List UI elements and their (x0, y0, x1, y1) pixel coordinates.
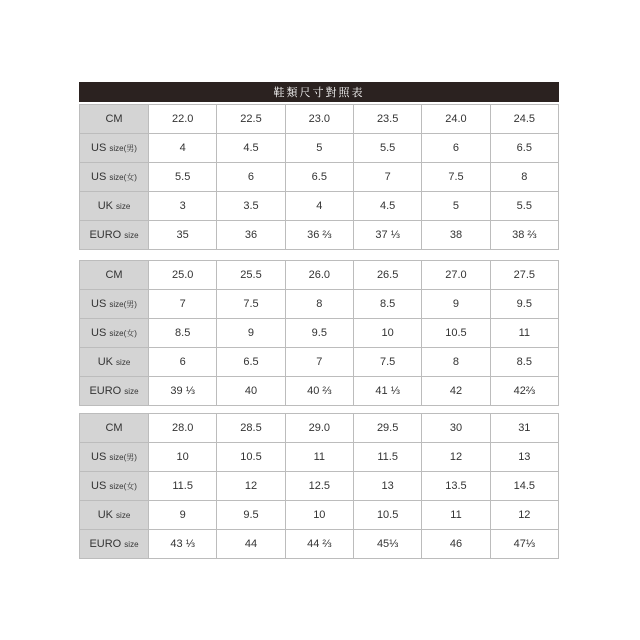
table-row-euro (80, 530, 559, 559)
row-label-main: UK (97, 200, 117, 212)
cell: 44 ⅔ (285, 530, 353, 559)
table-row-cm (80, 414, 559, 443)
row-label-us-men (80, 134, 149, 163)
cell: 26.5 (353, 261, 421, 290)
size-table-3 (79, 413, 559, 559)
cell: 9 (217, 319, 285, 348)
row-label-euro (80, 530, 149, 559)
cell: 8.5 (490, 348, 558, 377)
cell: 22.5 (217, 105, 285, 134)
table-row-us-women (80, 319, 559, 348)
row-label-sub: size (124, 387, 139, 396)
cell: 6 (217, 163, 285, 192)
cell: 22.0 (149, 105, 217, 134)
cell: 29.0 (285, 414, 353, 443)
cell: 39 ⅓ (149, 377, 217, 406)
cell: 14.5 (490, 472, 558, 501)
row-label-sub: size (124, 540, 139, 549)
row-label-main: EURO (89, 385, 125, 397)
cell: 11.5 (149, 472, 217, 501)
cell: 27.5 (490, 261, 558, 290)
table-row-uk (80, 348, 559, 377)
cell: 47⅓ (490, 530, 558, 559)
cell: 8 (285, 290, 353, 319)
table-row-uk (80, 192, 559, 221)
row-label-main: UK (97, 356, 117, 368)
cell: 23.0 (285, 105, 353, 134)
cell: 9 (422, 290, 490, 319)
cell: 13.5 (422, 472, 490, 501)
cell: 10 (149, 443, 217, 472)
cell: 28.0 (149, 414, 217, 443)
row-label-main: US (91, 327, 110, 339)
row-label-us-men (80, 443, 149, 472)
table-row-us-men (80, 134, 559, 163)
row-label-main: EURO (89, 538, 125, 550)
row-label-us-men (80, 290, 149, 319)
cell: 8 (422, 348, 490, 377)
cell: 28.5 (217, 414, 285, 443)
cell: 42 (422, 377, 490, 406)
row-label-sub: size(男) (109, 453, 137, 462)
cell: 13 (353, 472, 421, 501)
row-label-uk (80, 348, 149, 377)
cell: 4 (149, 134, 217, 163)
cell: 11 (490, 319, 558, 348)
cell: 36 (217, 221, 285, 250)
cell: 5 (285, 134, 353, 163)
cell: 30 (422, 414, 490, 443)
cell: 26.0 (285, 261, 353, 290)
cell: 37 ⅓ (353, 221, 421, 250)
cell: 8.5 (353, 290, 421, 319)
row-label-main: US (91, 142, 110, 154)
cell: 23.5 (353, 105, 421, 134)
cell: 8 (490, 163, 558, 192)
cell: 40 (217, 377, 285, 406)
cell: 41 ⅓ (353, 377, 421, 406)
cell: 42⅔ (490, 377, 558, 406)
cell: 38 ⅔ (490, 221, 558, 250)
cell: 6.5 (285, 163, 353, 192)
cell: 9.5 (217, 501, 285, 530)
cell: 7.5 (422, 163, 490, 192)
row-label-main: US (91, 480, 110, 492)
row-label-sub: size (116, 511, 131, 520)
cell: 10 (285, 501, 353, 530)
table-row-us-women (80, 163, 559, 192)
row-label-sub: size(女) (109, 173, 137, 182)
table-row-us-men (80, 290, 559, 319)
cell: 31 (490, 414, 558, 443)
cell: 3.5 (217, 192, 285, 221)
row-label-sub: size (116, 202, 131, 211)
cell: 9.5 (285, 319, 353, 348)
row-label-sub: size(男) (109, 300, 137, 309)
cell: 11.5 (353, 443, 421, 472)
cell: 36 ⅔ (285, 221, 353, 250)
cell: 4.5 (217, 134, 285, 163)
table-row-cm (80, 105, 559, 134)
cell: 8.5 (149, 319, 217, 348)
cell: 5.5 (490, 192, 558, 221)
cell: 12 (217, 472, 285, 501)
cell: 6 (149, 348, 217, 377)
cell: 9.5 (490, 290, 558, 319)
row-label-main: US (91, 451, 110, 463)
cell: 13 (490, 443, 558, 472)
row-label-cm: CM (80, 414, 149, 443)
cell: 38 (422, 221, 490, 250)
row-label-uk (80, 501, 149, 530)
cell: 6.5 (217, 348, 285, 377)
cell: 12 (490, 501, 558, 530)
cell: 7 (149, 290, 217, 319)
cell: 10 (353, 319, 421, 348)
row-label-sub: size(女) (109, 482, 137, 491)
row-label-main: UK (97, 509, 117, 521)
chart-title: 鞋類尺寸對照表 (79, 82, 559, 102)
row-label-main: US (91, 171, 110, 183)
cell: 40 ⅔ (285, 377, 353, 406)
row-label-uk (80, 192, 149, 221)
table-row-cm (80, 261, 559, 290)
cell: 11 (285, 443, 353, 472)
row-label-euro (80, 377, 149, 406)
cell: 10.5 (422, 319, 490, 348)
cell: 6 (422, 134, 490, 163)
row-label-cm: CM (80, 261, 149, 290)
cell: 5.5 (353, 134, 421, 163)
cell: 35 (149, 221, 217, 250)
row-label-us-women (80, 472, 149, 501)
size-table-2 (79, 260, 559, 406)
cell: 24.5 (490, 105, 558, 134)
cell: 4.5 (353, 192, 421, 221)
cell: 5.5 (149, 163, 217, 192)
row-label-main: EURO (89, 229, 125, 241)
cell: 29.5 (353, 414, 421, 443)
row-label-sub: size(男) (109, 144, 137, 153)
cell: 25.0 (149, 261, 217, 290)
row-label-cm: CM (80, 105, 149, 134)
row-label-sub: size(女) (109, 329, 137, 338)
table-row-us-men (80, 443, 559, 472)
row-label-main: US (91, 298, 110, 310)
cell: 46 (422, 530, 490, 559)
cell: 27.0 (422, 261, 490, 290)
cell: 3 (149, 192, 217, 221)
row-label-us-women (80, 163, 149, 192)
cell: 4 (285, 192, 353, 221)
table-row-euro (80, 377, 559, 406)
cell: 6.5 (490, 134, 558, 163)
cell: 9 (149, 501, 217, 530)
table-row-euro (80, 221, 559, 250)
cell: 12 (422, 443, 490, 472)
row-label-sub: size (124, 231, 139, 240)
table-row-us-women (80, 472, 559, 501)
cell: 11 (422, 501, 490, 530)
cell: 5 (422, 192, 490, 221)
cell: 45⅓ (353, 530, 421, 559)
cell: 25.5 (217, 261, 285, 290)
cell: 10.5 (217, 443, 285, 472)
cell: 24.0 (422, 105, 490, 134)
cell: 7 (353, 163, 421, 192)
cell: 10.5 (353, 501, 421, 530)
cell: 7 (285, 348, 353, 377)
cell: 7.5 (217, 290, 285, 319)
row-label-euro (80, 221, 149, 250)
row-label-us-women (80, 319, 149, 348)
cell: 44 (217, 530, 285, 559)
cell: 7.5 (353, 348, 421, 377)
cell: 43 ⅓ (149, 530, 217, 559)
table-row-uk (80, 501, 559, 530)
row-label-sub: size (116, 358, 131, 367)
size-table-1 (79, 104, 559, 250)
cell: 12.5 (285, 472, 353, 501)
